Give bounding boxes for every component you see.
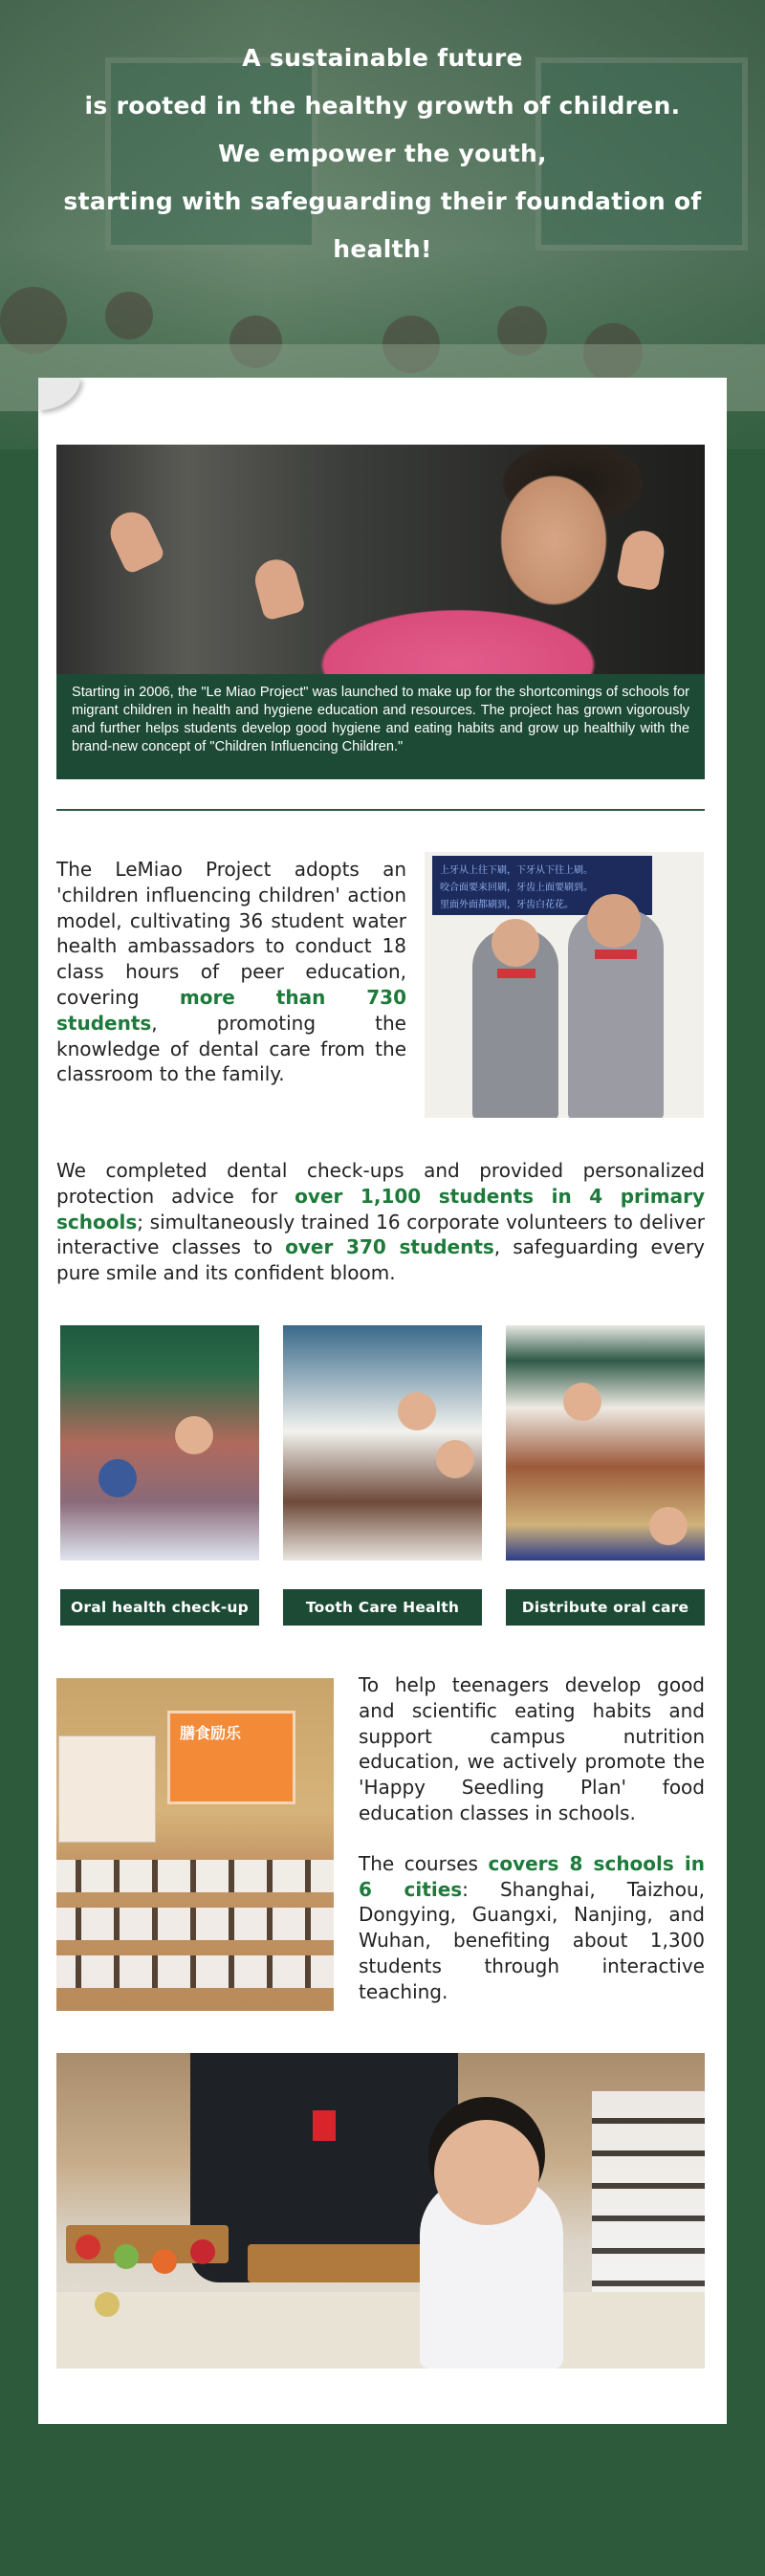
food-basket [248, 2244, 439, 2282]
info-poster [58, 1736, 156, 1843]
hero-headline [38, 34, 727, 273]
teacher-face [398, 1392, 436, 1430]
hero-line-3: We empower the youth, [218, 140, 547, 167]
student-head [587, 894, 641, 948]
section1-highlight: more than 730 students [56, 985, 407, 1035]
section1-text [56, 857, 406, 1087]
section3-para2-a: The courses [359, 1851, 489, 1875]
food-activity-photo [56, 2053, 705, 2369]
section2-text-a: We completed dental check-ups and provided personalized protection advice for [56, 1159, 705, 1208]
hero-line-1: A sustainable future [242, 44, 523, 72]
section-divider [56, 809, 705, 811]
section1-text-a: The LeMiao Project adopts an 'children influencing children' action model, cultivating 36 student water health ambassadors to conduct 18 class hours of peer education, covering [56, 858, 406, 1009]
section3-highlight: covers 8 schools in 6 cities [359, 1851, 705, 1901]
oral-checkup-photo [60, 1325, 259, 1561]
volunteer-badge [313, 2110, 336, 2141]
thumb-up-hand [251, 555, 306, 621]
red-scarf [595, 950, 637, 959]
orange [152, 2249, 177, 2274]
section3-para2 [359, 1851, 705, 2005]
section3-para1: To help teenagers develop good and scientific eating habits and support campus nutrition education, we actively promote the 'Happy Seedling Plan' food education classes in schools. [359, 1673, 705, 1824]
banner-text: 膳食励乐 [180, 1724, 242, 1742]
student-face [436, 1440, 474, 1478]
apple [76, 2235, 100, 2259]
students-background [592, 2091, 705, 2292]
section3-text [359, 1672, 705, 2005]
section2-text [56, 1158, 705, 1286]
student-head [492, 919, 539, 967]
screen-line-2: 咬合面要来回刷，牙齿上面要刷到。 [440, 883, 593, 893]
section3-para2-b: : Shanghai, Taizhou, Dongying, Guangxi, Nanjing, and Wuhan, benefiting about 1,300 students through interactive teaching. [359, 1877, 705, 2003]
care-kits-photo [506, 1325, 705, 1561]
thumb-up-hand [616, 528, 667, 592]
red-scarf [497, 969, 536, 978]
food-education-class-photo [56, 1678, 334, 2011]
section2-highlight-a: over 1,100 students in 4 primary schools [56, 1184, 705, 1233]
section1-text-b: , promoting the knowledge of dental care from the classroom to the family. [56, 1011, 406, 1086]
girl-head [434, 2120, 539, 2225]
student-row [56, 1955, 334, 1988]
student-face [175, 1416, 213, 1454]
student-row [56, 1908, 334, 1940]
section2-highlight-b: over 370 students [285, 1235, 494, 1259]
label-oral-checkup: Oral health check-up [60, 1589, 259, 1626]
section2-text-b: ; simultaneously trained 16 corporate volunteers to deliver interactive classes to [56, 1210, 705, 1259]
student-silhouette [105, 292, 153, 339]
thumb-up-hand [103, 506, 165, 576]
label-care-kits: Distribute oral care kits [506, 1589, 705, 1626]
section2-text-c: , safeguarding every pure smile and its confident bloom. [56, 1235, 705, 1285]
label-tooth-care-class: Tooth Care Health Class [283, 1589, 482, 1626]
screen-line-3: 里面外面都刷到，牙齿白花花。 [440, 900, 574, 910]
pear [95, 2292, 120, 2317]
volunteer-face [563, 1383, 601, 1421]
tooth-care-class-photo [283, 1325, 482, 1561]
activity-table [56, 2292, 705, 2369]
screen-line-1: 上牙从上往下刷，下牙从下往上刷。 [440, 865, 593, 876]
student-row [56, 1860, 334, 1892]
student-face [649, 1507, 688, 1545]
tomato [190, 2239, 215, 2264]
intro-photo-thumbs-up [56, 445, 705, 674]
class-banner [167, 1711, 295, 1804]
peer-education-photo [425, 852, 704, 1118]
doctor-cap [98, 1459, 137, 1497]
hero-line-2: is rooted in the healthy growth of children. [84, 92, 681, 120]
hero-line-4: starting with safeguarding their foundation of health! [63, 187, 702, 263]
intro-caption: Starting in 2006, the "Le Miao Project" was launched to make up for the shortcomings of schools for migrant children in health and hygiene education and resources. The project has grown vigorously and further helps students develop good hygiene and eating habits and grow up healthily with the brand-new concept of "Children Influencing Children." [56, 674, 705, 779]
green-apple [114, 2244, 139, 2269]
